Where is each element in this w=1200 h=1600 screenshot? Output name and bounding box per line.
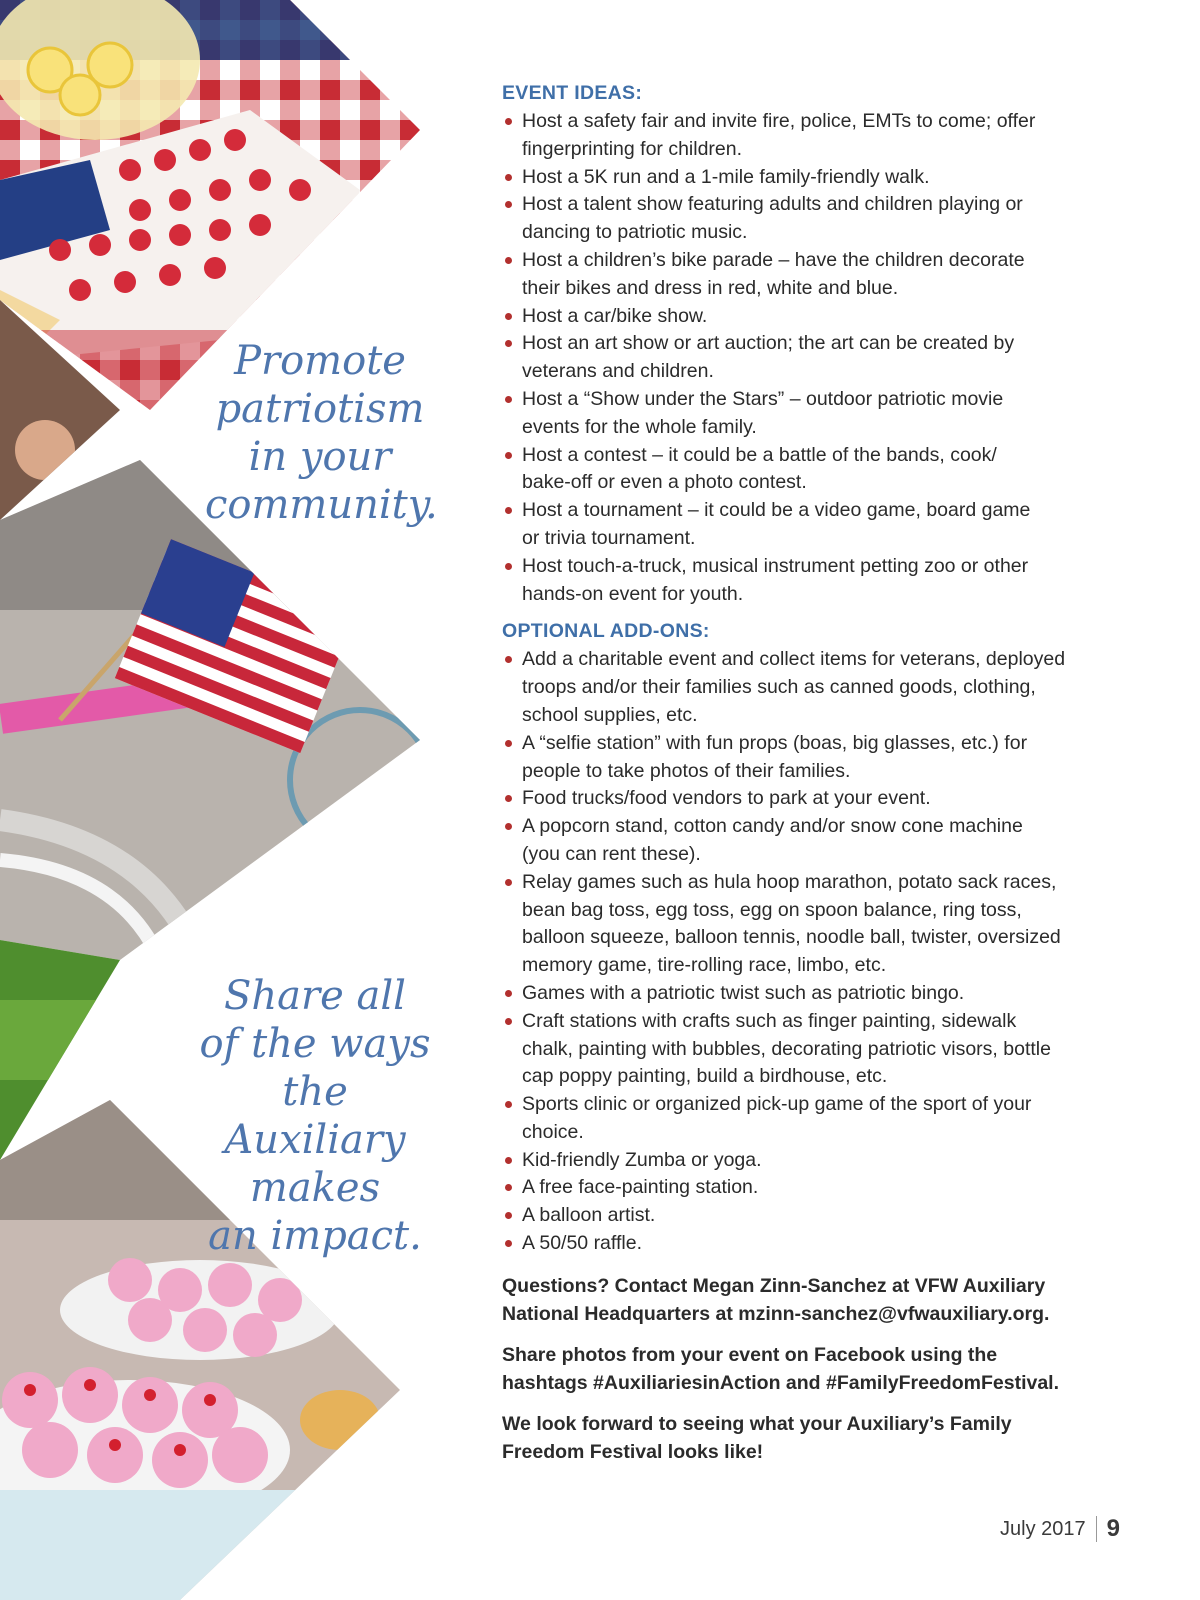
list-item <box>502 1230 1122 1258</box>
list-item-line: or trivia tournament. <box>522 526 696 549</box>
list-item <box>502 247 1122 303</box>
bullet-icon <box>505 452 512 459</box>
list-item-line: fingerprinting for children. <box>522 137 743 160</box>
list-item-line: A free face-painting station. <box>522 1176 759 1199</box>
list-item-line: troops and/or their families such as canned goods, clothing, <box>522 676 1036 699</box>
tagline-line: patriotism <box>215 386 425 432</box>
list-item <box>502 1091 1122 1147</box>
list-item-line: veterans and children. <box>522 360 714 383</box>
tagline-line: Promote <box>234 338 406 384</box>
tagline-line: an impact. <box>208 1213 422 1259</box>
list-item-line: Games with a patriotic twist such as patriotic bingo. <box>522 981 965 1004</box>
list-item <box>502 730 1122 786</box>
closing-note <box>502 1272 1122 1328</box>
bullet-icon <box>505 740 512 747</box>
bullet-icon <box>505 990 512 997</box>
list-item-line: chalk, painting with bubbles, decorating patriotic visors, bottle <box>522 1037 1051 1060</box>
tagline-line: Share all <box>224 973 406 1019</box>
list-item-line: Host an art show or art auction; the art can be created by <box>522 332 1015 355</box>
collage-artwork <box>0 0 470 1600</box>
closing-note-line: hashtags #AuxiliariesinAction and #FamilyFreedomFestival. <box>502 1371 1060 1394</box>
event-ideas-heading: EVENT IDEAS: <box>502 82 643 104</box>
list-item <box>502 869 1122 980</box>
list-item-line: people to take photos of their families. <box>522 759 851 782</box>
list-item <box>502 1202 1122 1230</box>
tagline-line: of the ways the <box>199 1021 431 1115</box>
issue-date: July 2017 <box>1000 1517 1086 1540</box>
bullet-icon <box>505 795 512 802</box>
list-item <box>502 164 1122 192</box>
list-item-line: memory game, tire-rolling race, limbo, etc. <box>522 954 887 977</box>
tagline-promote-patriotism <box>205 337 438 529</box>
closing-notes <box>502 1272 1122 1466</box>
list-item <box>502 646 1122 729</box>
tagline-share-impact <box>165 972 465 1260</box>
list-item-line: Host a “Show under the Stars” – outdoor patriotic movie <box>522 387 1004 410</box>
list-item-line: Craft stations with crafts such as finger painting, sidewalk <box>522 1009 1017 1032</box>
list-item-line: events for the whole family. <box>522 415 757 438</box>
list-item-line: Host a talent show featuring adults and children playing or <box>522 193 1023 216</box>
list-item-line: (you can rent these). <box>522 842 701 865</box>
closing-note-line: National Headquarters at mzinn-sanchez@vfwauxiliary.org. <box>502 1302 1050 1325</box>
bullet-icon <box>505 201 512 208</box>
list-item-line: Host a tournament – it could be a video game, board game <box>522 499 1031 522</box>
list-item <box>502 330 1122 386</box>
bullet-icon <box>505 563 512 570</box>
page-number: 9 <box>1106 1515 1120 1542</box>
list-item <box>502 785 1122 813</box>
bullet-icon <box>505 1157 512 1164</box>
list-item-line: Host touch-a-truck, musical instrument petting zoo or other <box>522 554 1029 577</box>
bullet-icon <box>505 1018 512 1025</box>
page-footer <box>1000 1515 1120 1543</box>
event-ideas-list <box>502 108 1122 608</box>
list-item-line: A “selfie station” with fun props (boas, big glasses, etc.) for <box>522 731 1028 754</box>
list-item-line: Host a safety fair and invite fire, police, EMTs to come; offer <box>522 110 1036 132</box>
tagline-line: in your <box>248 434 392 480</box>
list-item-line: their bikes and dress in red, white and blue. <box>522 276 899 299</box>
closing-note <box>502 1410 1122 1466</box>
bullet-icon <box>505 118 512 125</box>
tagline-line: community. <box>205 482 438 528</box>
list-item-line: cap poppy painting, build a birdhouse, etc. <box>522 1065 888 1088</box>
closing-note <box>502 1341 1122 1397</box>
optional-addons-list <box>502 646 1122 1258</box>
list-item-line: Add a charitable event and collect items for veterans, deployed <box>522 648 1066 671</box>
list-item-line: balloon squeeze, balloon tennis, noodle ball, twister, oversized <box>522 926 1061 949</box>
footer-divider <box>1096 1516 1097 1542</box>
list-item-line: A 50/50 raffle. <box>522 1232 642 1255</box>
list-item-line: dancing to patriotic music. <box>522 221 748 244</box>
closing-note-line: Share photos from your event on Facebook using the <box>502 1343 998 1366</box>
tagline-line: Auxiliary makes <box>224 1117 406 1211</box>
bullet-icon <box>505 1240 512 1247</box>
list-item <box>502 386 1122 442</box>
list-item-line: school supplies, etc. <box>522 703 698 726</box>
list-item <box>502 813 1122 869</box>
list-item-line: bean bag toss, egg toss, egg on spoon balance, ring toss, <box>522 898 1022 921</box>
bullet-icon <box>505 823 512 830</box>
bullet-icon <box>505 656 512 663</box>
bullet-icon <box>505 507 512 514</box>
list-item <box>502 191 1122 247</box>
list-item-line: Host a children’s bike parade – have the children decorate <box>522 248 1025 271</box>
list-item-line: Host a car/bike show. <box>522 304 708 327</box>
list-item <box>502 553 1122 609</box>
bullet-icon <box>505 340 512 347</box>
content-column <box>502 80 1122 1479</box>
bullet-icon <box>505 879 512 886</box>
list-item-line: Sports clinic or organized pick-up game of the sport of your <box>522 1093 1032 1116</box>
closing-note-line: Freedom Festival looks like! <box>502 1440 764 1463</box>
closing-note-line: Questions? Contact Megan Zinn-Sanchez at VFW Auxiliary <box>502 1274 1046 1297</box>
list-item <box>502 980 1122 1008</box>
bullet-icon <box>505 1184 512 1191</box>
list-item-line: A balloon artist. <box>522 1204 656 1227</box>
list-item <box>502 1147 1122 1175</box>
closing-note-line: We look forward to seeing what your Auxiliary’s Family <box>502 1412 1012 1435</box>
list-item-line: Kid-friendly Zumba or yoga. <box>522 1148 762 1171</box>
list-item-line: choice. <box>522 1120 584 1143</box>
list-item <box>502 442 1122 498</box>
list-item-line: Host a contest – it could be a battle of the bands, cook/ <box>522 443 997 466</box>
list-item <box>502 108 1122 164</box>
bullet-icon <box>505 1101 512 1108</box>
list-item <box>502 497 1122 553</box>
list-item <box>502 303 1122 331</box>
bullet-icon <box>505 257 512 264</box>
list-item <box>502 1008 1122 1091</box>
list-item-line: Food trucks/food vendors to park at your event. <box>522 787 931 810</box>
bullet-icon <box>505 1212 512 1219</box>
list-item-line: hands-on event for youth. <box>522 582 744 605</box>
optional-addons-heading: OPTIONAL ADD-ONS: <box>502 620 710 643</box>
bullet-icon <box>505 396 512 403</box>
bullet-icon <box>505 313 512 320</box>
list-item-line: A popcorn stand, cotton candy and/or snow cone machine <box>522 815 1023 838</box>
list-item-line: Relay games such as hula hoop marathon, potato sack races, <box>522 870 1057 893</box>
list-item <box>502 1174 1122 1202</box>
bullet-icon <box>505 174 512 181</box>
list-item-line: bake-off or even a photo contest. <box>522 471 807 494</box>
list-item-line: Host a 5K run and a 1-mile family-friendly walk. <box>522 165 930 188</box>
